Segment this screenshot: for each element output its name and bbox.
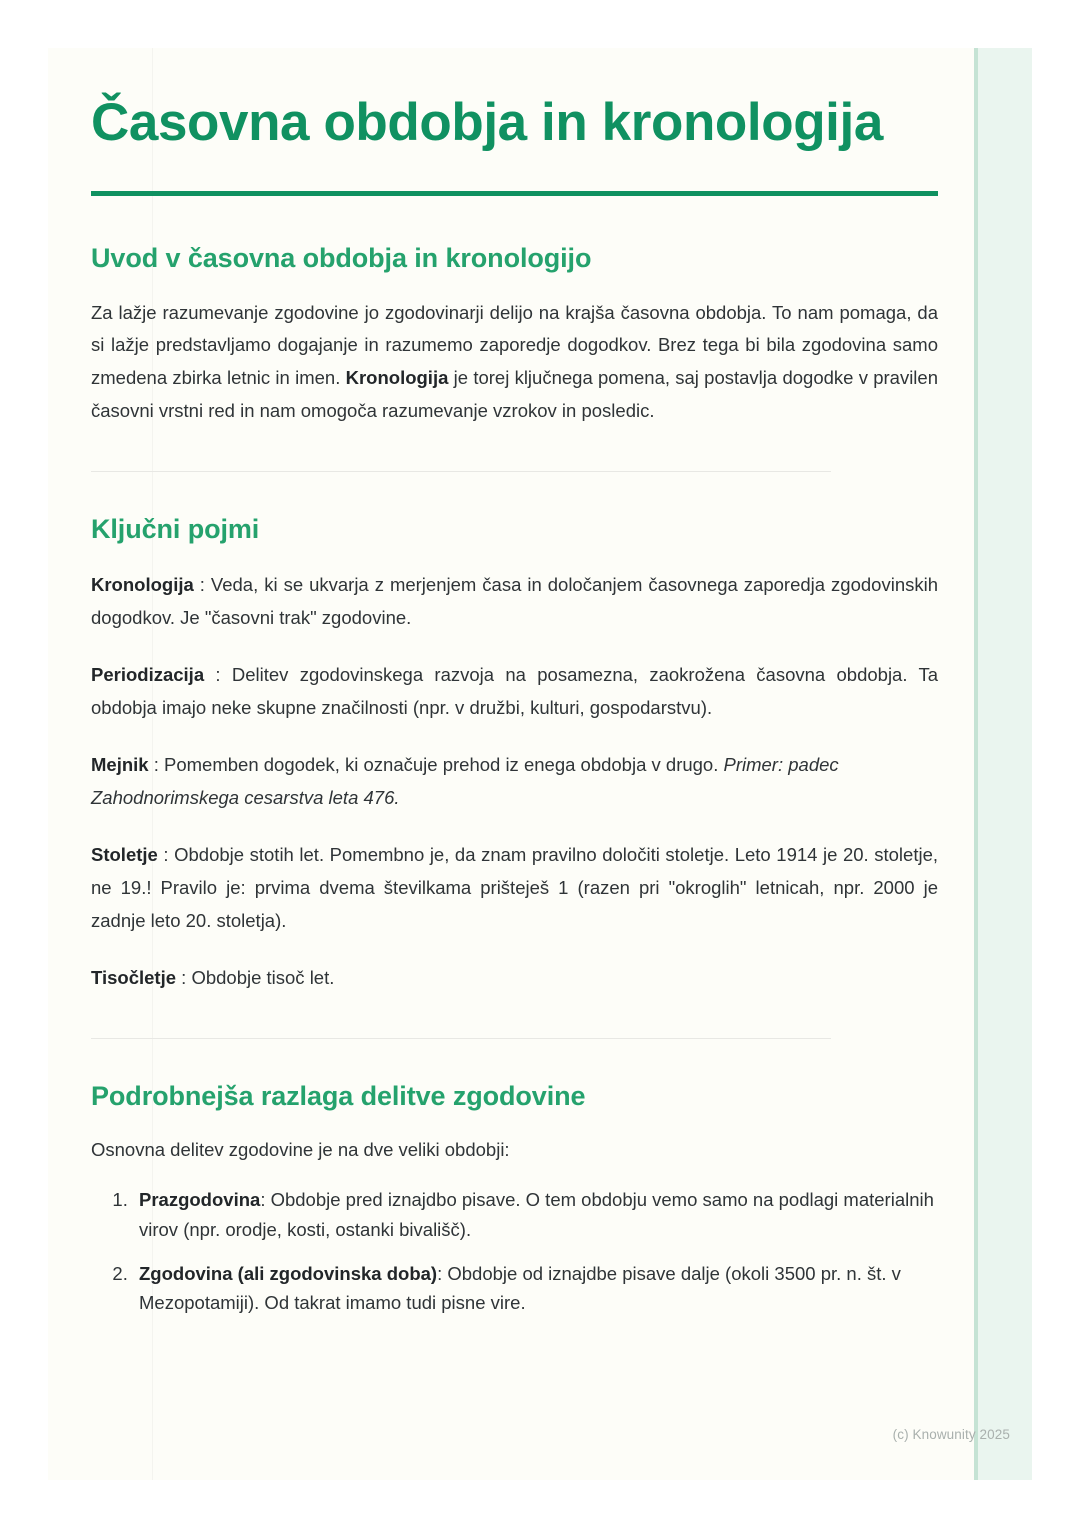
section-heading-podrobnejsa-razlaga: Podrobnejša razlaga delitve zgodovine <box>91 1080 586 1111</box>
list-item-label: Prazgodovina <box>139 1188 261 1210</box>
uvod-text-part-3: je torej ključnega pomena, saj postavlja dogodke v pravilen časovni vrstni red in nam omogoča razumevanje vzrokov in posledic. <box>91 367 938 422</box>
term-entry <box>91 635 938 725</box>
paragraph-lead-delitev: Osnovna delitev zgodovine je na dve veliki obdobji: <box>91 1138 510 1160</box>
page-title: Časovna obdobja in kronologija <box>91 93 883 152</box>
term-definition: Obdobje stotih let. Pomembno je, da znam pravilno določiti stoletje. Leto 1914 je 20. stoletje, ne 19.! Pravilo je: prvima dvema številkama prišteješ 1 (razen pri "okroglih" letnicah, npr. 2000 je zadnje leto 20. stoletja). <box>91 843 939 931</box>
list-item <box>133 1259 938 1319</box>
term-example: Primer: padec Zahodnorimskega cesarstva leta 476. <box>91 754 839 808</box>
term-definition: Obdobje tisoč let. <box>191 966 335 988</box>
term-entry <box>91 725 938 815</box>
uvod-text-part-1: Za lažje razumevanje zgodovine jo zgodovinarji delijo na krajša časovna obdobja. To nam pomaga, da si lažje predstavljamo dogajanje in razumemo zaporedje dogodkov. Brez tega bi bila zgodovina samo zmedena zbirka letnic in imen. <box>91 301 938 389</box>
right-accent-panel-edge <box>974 48 978 1480</box>
document-page <box>48 48 1032 1480</box>
term-entry <box>91 938 938 995</box>
right-accent-panel <box>974 48 1032 1480</box>
term-label: Periodizacija <box>91 664 205 686</box>
uvod-bold-kronologija: Kronologija <box>345 367 449 389</box>
watermark: (c) Knowunity 2025 <box>892 1427 1010 1442</box>
list-item-text: : Obdobje pred iznajdbo pisave. O tem obdobju vemo samo na podlagi materialnih virov (npr. orodje, kosti, ostanki bivališč). <box>139 1188 934 1240</box>
obdobja-ordered-list <box>91 1167 938 1319</box>
section-podrobnejsa-razlaga <box>91 1039 938 1319</box>
term-label: Stoletje <box>91 843 158 865</box>
list-item <box>133 1185 938 1245</box>
term-separator: : <box>157 843 175 865</box>
list-item-text: : Obdobje od iznajdbe pisave dalje (okoli 3500 pr. n. št. v Mezopotamiji). Od takrat imamo tudi pisne vire. <box>139 1262 901 1314</box>
list-item-label: Zgodovina (ali zgodovinska doba) <box>139 1262 438 1284</box>
term-entry <box>91 815 938 938</box>
term-separator: : <box>148 754 164 776</box>
term-separator: : <box>176 966 192 988</box>
section-uvod <box>91 196 938 472</box>
term-definition: Veda, ki se ukvarja z merjenjem časa in določanjem časovnega zaporedja zgodovinskih dogodkov. Je "časovni trak" zgodovine. <box>91 574 939 629</box>
section-kljucni-pojmi <box>91 472 938 1038</box>
document-content <box>91 48 938 1318</box>
term-definition: Delitev zgodovinskega razvoja na posamezna, zaokrožena časovna obdobja. Ta obdobja imajo neke skupne značilnosti (npr. v družbi, kulturi, gospodarstvu). <box>91 664 938 719</box>
term-separator: : <box>193 574 211 596</box>
section-heading-uvod: Uvod v časovna obdobja in kronologijo <box>91 243 592 274</box>
term-label: Mejnik <box>91 754 149 776</box>
term-definition: Pomemben dogodek, ki označuje prehod iz enega obdobja v drugo. <box>164 754 724 776</box>
paragraph-uvod <box>91 277 938 429</box>
term-label: Kronologija <box>91 574 194 596</box>
term-separator: : <box>204 664 232 686</box>
term-label: Tisočletje <box>91 966 177 988</box>
term-entry <box>91 547 938 635</box>
section-heading-kljucni-pojmi: Ključni pojmi <box>91 514 260 545</box>
